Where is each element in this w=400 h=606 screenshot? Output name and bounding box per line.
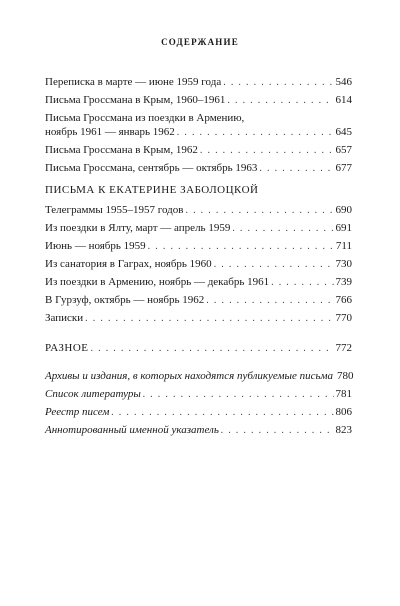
toc-entry-page: 690 [335, 204, 352, 216]
toc-entry-page: 677 [335, 162, 352, 174]
toc-entry-title: Письма Гроссмана в Крым, 1962 [45, 144, 198, 156]
toc-entry-page: 657 [335, 144, 352, 156]
table-of-contents [45, 0, 352, 606]
toc-entry-page: 691 [335, 222, 352, 234]
toc-entry-title: Телеграммы 1955–1957 годов [45, 204, 184, 216]
dot-leader [111, 406, 333, 420]
toc-entry [45, 311, 352, 326]
dot-leader [177, 126, 334, 140]
toc-entry-title: Письма Гроссмана в Крым, 1960–1961 [45, 94, 226, 106]
toc-entry-title: Список литературы [45, 388, 141, 400]
dot-leader [227, 94, 333, 108]
toc-entry-page: 645 [335, 126, 352, 138]
dot-leader [223, 76, 333, 90]
toc-entry-title: Письма Гроссмана, сентябрь — октябрь 1963 [45, 162, 258, 174]
toc-entry [45, 369, 352, 384]
toc-entry-page: 711 [335, 240, 352, 252]
dot-leader [143, 388, 334, 402]
toc-entry [45, 161, 352, 176]
toc-entry-title: Из санатория в Гаграх, ноябрь 1960 [45, 258, 212, 270]
toc-entry-title: Переписка в марте — июне 1959 года [45, 76, 222, 88]
toc-entry-title: В Гурзуф, октябрь — ноябрь 1962 [45, 294, 205, 306]
dot-leader [200, 144, 334, 158]
toc-entry-title-line1: Письма Гроссмана из поездки в Армению, [45, 112, 245, 124]
toc-entry-title: Из поездки в Ялту, март — апрель 1959 [45, 222, 231, 234]
toc-entry-page: 766 [335, 294, 352, 306]
dot-leader [148, 240, 334, 254]
section-heading: РАЗНОЕ [45, 342, 89, 354]
toc-entry [45, 257, 352, 272]
dot-leader [221, 424, 334, 438]
toc-entry-page: 614 [335, 94, 352, 106]
toc-entry-title: Июнь — ноябрь 1959 [45, 240, 146, 252]
toc-entry [45, 423, 352, 438]
toc-entry-page: 780 [337, 370, 354, 382]
dot-leader [259, 162, 333, 176]
toc-entry [45, 125, 352, 140]
toc-entry [45, 203, 352, 218]
toc-entry-title: ноябрь 1961 — январь 1962 [45, 126, 175, 138]
dot-leader [85, 312, 333, 326]
toc-entry [45, 75, 352, 90]
toc-entry-title: Из поездки в Армению, ноябрь — декабрь 1961 [45, 276, 270, 288]
section-entry [45, 341, 352, 356]
toc-entry-page: 781 [335, 388, 352, 400]
toc-entry-title: Архивы и издания, в которых находятся публикуемые письма [45, 370, 334, 382]
toc-entry [45, 143, 352, 158]
dot-leader [91, 342, 334, 356]
toc-entry [45, 405, 352, 420]
toc-entry [45, 221, 352, 236]
dot-leader [271, 276, 333, 290]
toc-entry-page: 730 [335, 258, 352, 270]
toc-entry-page: 770 [335, 312, 352, 324]
toc-entry [45, 93, 352, 108]
toc-entry-title: Записки [45, 312, 84, 324]
toc-entry [45, 387, 352, 402]
toc-entry-title: Аннотированный именной указатель [45, 424, 219, 436]
section-heading: ПИСЬМА К ЕКАТЕРИНЕ ЗАБОЛОЦКОЙ [45, 184, 259, 196]
toc-entry-page: 772 [335, 342, 352, 354]
toc-entry [45, 239, 352, 254]
toc-entry-title: Реестр писем [45, 406, 110, 418]
toc-entry [45, 275, 352, 290]
dot-leader [206, 294, 333, 308]
dot-leader [232, 222, 333, 236]
toc-entry-page: 739 [335, 276, 352, 288]
dot-leader [185, 204, 333, 218]
dot-leader [214, 258, 334, 272]
page-header: СОДЕРЖАНИЕ [161, 37, 239, 47]
toc-entry-page: 823 [335, 424, 352, 436]
toc-entry [45, 293, 352, 308]
toc-entry-page: 806 [335, 406, 352, 418]
toc-entry-page: 546 [335, 76, 352, 88]
